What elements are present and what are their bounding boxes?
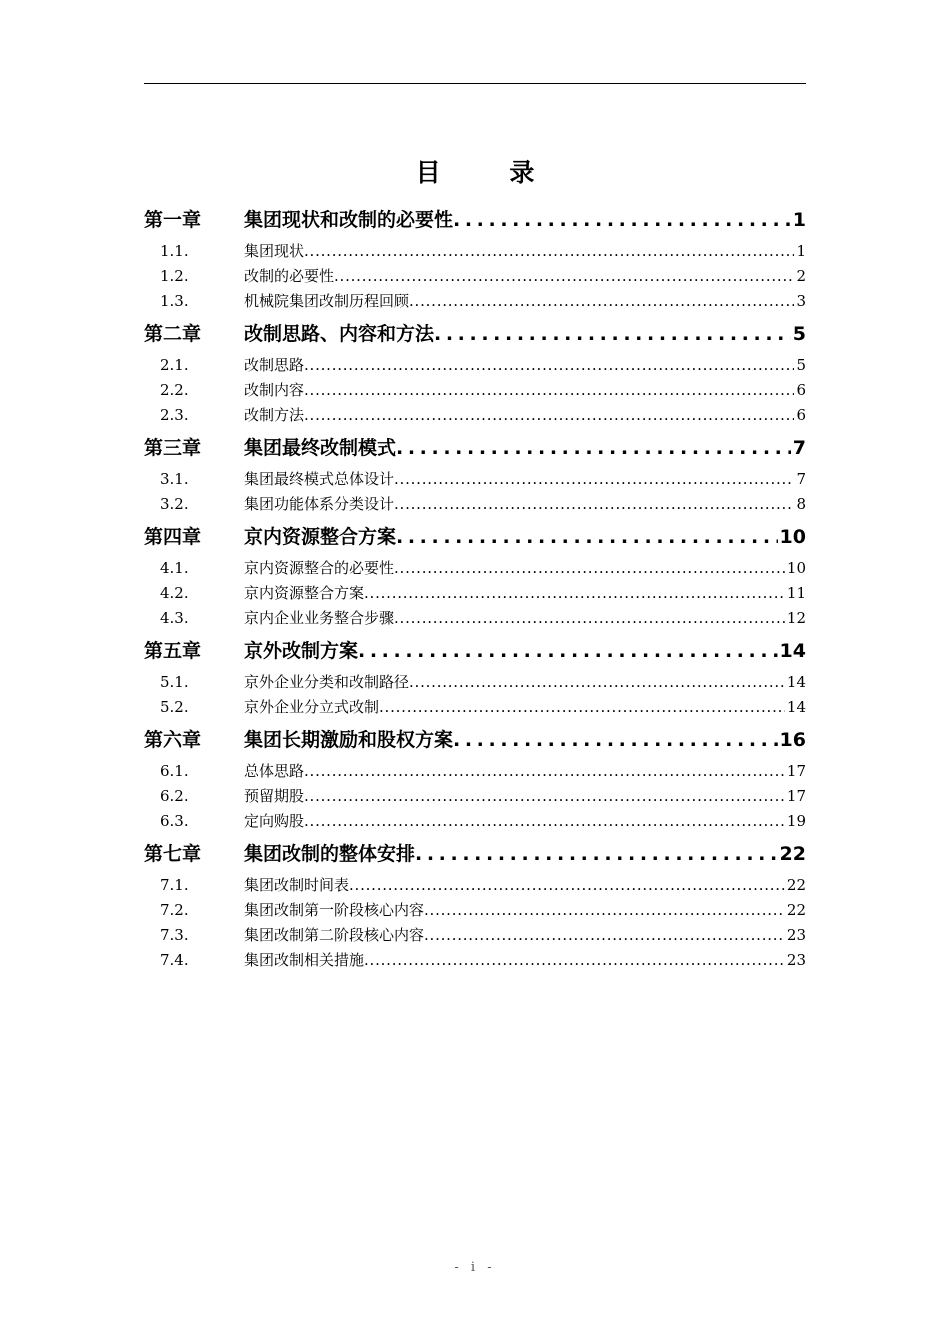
toc-entry-title: 京内资源整合方案	[244, 584, 365, 602]
toc-dot-leader	[394, 467, 794, 492]
toc-entry-number: 1.1.	[160, 242, 189, 260]
toc-section-entry[interactable]	[144, 670, 806, 695]
toc-entry-number: 6.1.	[160, 762, 189, 780]
toc-chapter-entry[interactable]	[144, 839, 806, 869]
toc-entry-title: 京内资源整合的必要性	[244, 559, 395, 577]
toc-entry-number: 7.4.	[160, 951, 189, 969]
toc-entry-title: 改制思路	[244, 356, 305, 374]
toc-dot-leader	[394, 556, 785, 581]
toc-entry-title: 京内企业业务整合步骤	[244, 609, 395, 627]
toc-dot-leader	[304, 378, 794, 403]
toc-dot-leader	[304, 403, 794, 428]
toc-entry-number: 5.1.	[160, 673, 189, 691]
toc-section-entry[interactable]	[144, 289, 806, 314]
toc-entry-title: 集团长期激励和股权方案	[244, 729, 454, 751]
toc-entry-number: 1.3.	[160, 292, 189, 310]
toc-dot-leader	[396, 433, 791, 463]
toc-entry-page: 1	[796, 242, 806, 260]
toc-entry-number: 3.1.	[160, 470, 189, 488]
table-of-contents	[144, 205, 806, 973]
toc-entry-page: 22	[786, 876, 806, 894]
toc-section-entry[interactable]	[144, 403, 806, 428]
toc-entry-page: 6	[796, 381, 806, 399]
toc-entry-number: 第一章	[144, 209, 202, 231]
toc-entry-number: 5.2.	[160, 698, 189, 716]
toc-title: 目 录	[415, 158, 565, 187]
toc-section-entry[interactable]	[144, 898, 806, 923]
toc-section-entry[interactable]	[144, 784, 806, 809]
toc-chapter-entry[interactable]	[144, 433, 806, 463]
toc-dot-leader	[394, 606, 785, 631]
toc-dot-leader	[334, 264, 794, 289]
toc-dot-leader	[304, 809, 785, 834]
toc-entry-title: 预留期股	[244, 787, 305, 805]
toc-dot-leader	[394, 492, 794, 517]
toc-entry-number: 2.2.	[160, 381, 189, 399]
toc-entry-number: 第五章	[144, 640, 202, 662]
toc-entry-title: 集团最终模式总体设计	[244, 470, 395, 488]
toc-entry-title: 改制思路、内容和方法	[244, 323, 435, 345]
toc-entry-title: 京内资源整合方案	[244, 526, 397, 548]
toc-entry-title: 京外企业分立式改制	[244, 698, 380, 716]
toc-section-entry[interactable]	[144, 264, 806, 289]
toc-entry-title: 集团改制时间表	[244, 876, 350, 894]
toc-dot-leader	[453, 725, 778, 755]
toc-section-entry[interactable]	[144, 948, 806, 973]
toc-section-entry[interactable]	[144, 378, 806, 403]
toc-entry-number: 第二章	[144, 323, 202, 345]
toc-entry-page: 17	[786, 787, 806, 805]
toc-entry-title: 改制的必要性	[244, 267, 335, 285]
toc-chapter-entry[interactable]	[144, 319, 806, 349]
toc-entry-title: 改制方法	[244, 406, 305, 424]
toc-entry-title: 集团现状和改制的必要性	[244, 209, 454, 231]
toc-section-entry[interactable]	[144, 759, 806, 784]
toc-entry-number: 6.3.	[160, 812, 189, 830]
toc-entry-number: 第三章	[144, 437, 202, 459]
toc-section-entry[interactable]	[144, 239, 806, 264]
toc-section-entry[interactable]	[144, 873, 806, 898]
toc-entry-page: 19	[786, 812, 806, 830]
toc-entry-title: 京外企业分类和改制路径	[244, 673, 410, 691]
toc-entry-number: 6.2.	[160, 787, 189, 805]
toc-entry-page: 1	[792, 209, 806, 231]
toc-entry-page: 10	[779, 526, 806, 548]
toc-dot-leader	[409, 289, 794, 314]
toc-entry-page: 5	[796, 356, 806, 374]
toc-entry-page: 14	[786, 673, 806, 691]
toc-section-entry[interactable]	[144, 809, 806, 834]
toc-entry-number: 7.1.	[160, 876, 189, 894]
toc-section-entry[interactable]	[144, 581, 806, 606]
toc-entry-title: 总体思路	[244, 762, 305, 780]
toc-dot-leader	[396, 522, 778, 552]
toc-entry-number: 2.1.	[160, 356, 189, 374]
toc-entry-number: 第四章	[144, 526, 202, 548]
toc-entry-page: 7	[796, 470, 806, 488]
toc-section-entry[interactable]	[144, 492, 806, 517]
toc-dot-leader	[424, 923, 785, 948]
footer-page-number: - i -	[454, 1260, 496, 1275]
toc-section-entry[interactable]	[144, 556, 806, 581]
toc-entry-page: 14	[786, 698, 806, 716]
toc-entry-number: 7.2.	[160, 901, 189, 919]
toc-dot-leader	[304, 759, 785, 784]
toc-section-entry[interactable]	[144, 923, 806, 948]
toc-entry-number: 4.2.	[160, 584, 189, 602]
toc-entry-title: 机械院集团改制历程回顾	[244, 292, 410, 310]
toc-chapter-entry[interactable]	[144, 205, 806, 235]
toc-dot-leader	[409, 670, 785, 695]
toc-dot-leader	[379, 695, 785, 720]
toc-entry-title: 集团改制的整体安排	[244, 843, 416, 865]
toc-entry-page: 5	[792, 323, 806, 345]
toc-dot-leader	[364, 581, 785, 606]
toc-dot-leader	[304, 353, 794, 378]
toc-entry-title: 集团改制相关措施	[244, 951, 365, 969]
toc-entry-page: 7	[792, 437, 806, 459]
header-rule	[144, 83, 806, 84]
toc-entry-title: 定向购股	[244, 812, 305, 830]
toc-entry-number: 第六章	[144, 729, 202, 751]
toc-entry-page: 11	[786, 584, 806, 602]
toc-entry-page: 2	[796, 267, 806, 285]
toc-chapter-entry[interactable]	[144, 522, 806, 552]
toc-entry-page: 22	[779, 843, 806, 865]
toc-section-entry[interactable]	[144, 606, 806, 631]
toc-section-entry[interactable]	[144, 353, 806, 378]
toc-entry-title: 集团改制第一阶段核心内容	[244, 901, 425, 919]
toc-dot-leader	[424, 898, 785, 923]
toc-entry-title: 改制内容	[244, 381, 305, 399]
toc-entry-page: 16	[779, 729, 806, 751]
toc-dot-leader	[304, 784, 785, 809]
toc-entry-page: 10	[786, 559, 806, 577]
toc-entry-number: 7.3.	[160, 926, 189, 944]
toc-dot-leader	[453, 205, 791, 235]
toc-entry-page: 12	[786, 609, 806, 627]
toc-entry-number: 3.2.	[160, 495, 189, 513]
toc-entry-page: 23	[786, 951, 806, 969]
toc-dot-leader	[304, 239, 794, 264]
toc-dot-leader	[415, 839, 778, 869]
toc-entry-title: 集团功能体系分类设计	[244, 495, 395, 513]
toc-entry-page: 3	[796, 292, 806, 310]
toc-entry-title: 集团现状	[244, 242, 305, 260]
toc-dot-leader	[364, 948, 785, 973]
toc-entry-number: 4.3.	[160, 609, 189, 627]
toc-entry-page: 22	[786, 901, 806, 919]
toc-entry-number: 2.3.	[160, 406, 189, 424]
toc-entry-title: 集团最终改制模式	[244, 437, 397, 459]
toc-entry-page: 17	[786, 762, 806, 780]
toc-entry-title: 京外改制方案	[244, 640, 359, 662]
toc-dot-leader	[434, 319, 791, 349]
toc-entry-page: 8	[796, 495, 806, 513]
toc-dot-leader	[358, 636, 778, 666]
toc-entry-page: 23	[786, 926, 806, 944]
toc-dot-leader	[349, 873, 785, 898]
toc-section-entry[interactable]	[144, 695, 806, 720]
toc-chapter-entry[interactable]	[144, 725, 806, 755]
toc-entry-page: 6	[796, 406, 806, 424]
toc-section-entry[interactable]	[144, 467, 806, 492]
toc-entry-title: 集团改制第二阶段核心内容	[244, 926, 425, 944]
toc-chapter-entry[interactable]	[144, 636, 806, 666]
toc-entry-page: 14	[779, 640, 806, 662]
toc-entry-number: 4.1.	[160, 559, 189, 577]
toc-entry-number: 1.2.	[160, 267, 189, 285]
toc-entry-number: 第七章	[144, 843, 202, 865]
